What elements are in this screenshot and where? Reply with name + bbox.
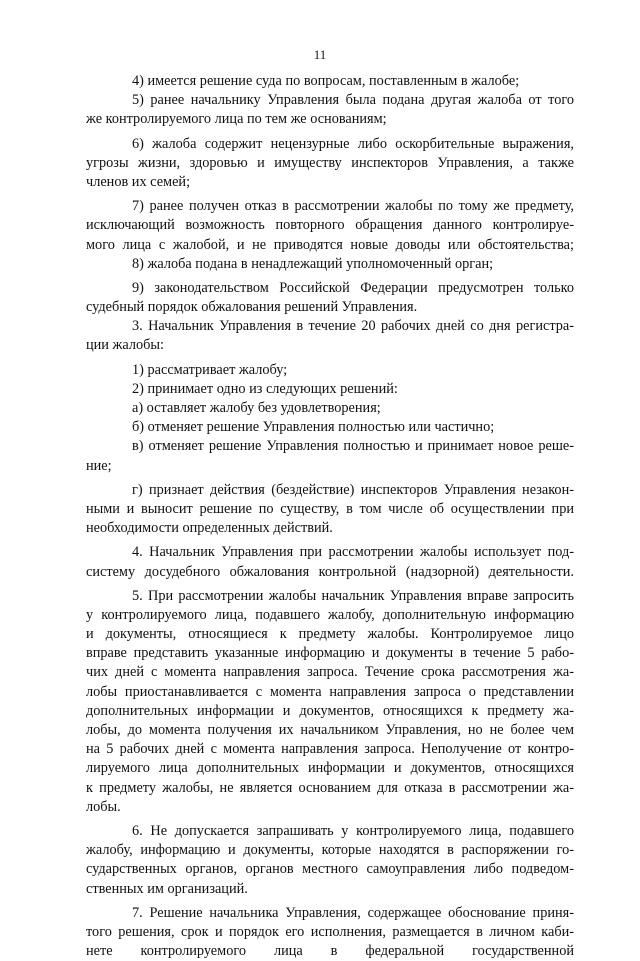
text-line: мого лица с жалобой, и не приводятся новые доводы или обстоятельства;	[86, 236, 574, 253]
text-line: ции жалобы:	[86, 337, 165, 354]
text-line: а) оставляет жалобу без удовлетворения;	[132, 400, 381, 416]
text-line: 4. Начальник Управления при рассмотрении жалобы использует под-	[132, 544, 574, 561]
text-line: 3. Начальник Управления в течение 20 рабочих дней со дня регистра-	[132, 318, 574, 335]
text-line: у контролируемого лица, подавшего жалобу, дополнительную информацию	[86, 606, 574, 623]
text-line: судебный порядок обжалования решений Управления.	[86, 299, 418, 316]
text-line: ными и выносит решение по существу, в том числе об осуществлении при	[86, 500, 574, 517]
text-line: вправе представить указанные информацию и документы в течение 5 рабо-	[86, 645, 574, 662]
text-line: ственных им организаций.	[86, 880, 248, 897]
text-line: чих дней с момента направления запроса. Течение срока рассмотрения жа-	[86, 664, 574, 681]
text-line: на 5 рабочих дней с момента направления запроса. Неполучение от контро-	[86, 741, 574, 758]
text-line: лобы, до момента получения их начальником Управления, но не более чем	[86, 722, 574, 738]
text-line: исключающий возможность повторного обращения данного контролируе-	[86, 217, 574, 234]
text-line: нете контролируемого лица в федеральной государственной	[86, 943, 574, 960]
text-line: дополнительных информации и документов, относящихся к предмету жа-	[86, 702, 574, 719]
page-number: 11	[313, 47, 327, 62]
text-line: лируемого лица дополнительных информации и документов, относящихся	[86, 760, 574, 777]
text-line: в) отменяет решение Управления полностью и принимает новое реше-	[132, 438, 574, 455]
text-line: 1) рассматривает жалобу;	[132, 361, 288, 378]
text-line: к предмету жалобы, не является основанием для отказа в рассмотрении жа-	[86, 779, 574, 796]
text-line: 5) ранее начальнику Управления была подана другая жалоба от того	[132, 92, 574, 109]
text-line: 4) имеется решение суда по вопросам, поставленным в жалобе;	[132, 73, 520, 89]
text-line: 8) жалоба подана в ненадлежащий уполномоченный орган;	[132, 255, 494, 272]
text-line: систему досудебного обжалования контрольной (надзорной) деятельности.	[86, 563, 574, 580]
text-line: членов их семей;	[86, 173, 191, 190]
text-line: угрозы жизни, здоровью и имуществу инспекторов Управления, а также	[86, 154, 574, 171]
text-line: б) отменяет решение Управления полностью или частично;	[132, 419, 495, 436]
document-body	[86, 72, 574, 961]
text-line: и документы, относящиеся к предмету жалобы. Контролируемое лицо	[86, 626, 574, 643]
text-line: 6. Не допускается запрашивать у контролируемого лица, подавшего	[132, 822, 574, 839]
text-line: сударственных органов, органов местного самоуправления либо подведом-	[86, 861, 574, 878]
text-line: 6) жалоба содержит нецензурные либо оскорбительные выражения,	[132, 135, 574, 152]
text-line: 5. При рассмотрении жалобы начальник Управления вправе запросить	[132, 587, 574, 604]
text-line: 9) законодательством Российской Федерации предусмотрен только	[132, 279, 574, 296]
text-line: 2) принимает одно из следующих решений:	[132, 380, 398, 397]
text-line: того решения, срок и порядок его исполнения, размещается в личном каби-	[86, 923, 574, 940]
text-line: ние;	[86, 457, 112, 474]
text-line: лобы приостанавливается с момента направления запроса о представлении	[86, 683, 574, 700]
text-line: 7. Решение начальника Управления, содержащее обоснование приня-	[132, 904, 574, 921]
text-line: г) признает действия (бездействие) инспекторов Управления незакон-	[132, 481, 574, 498]
text-line: жалобу, информацию и документы, которые находятся в распоряжении го-	[86, 842, 574, 859]
text-line: же контролируемого лица по тем же основаниям;	[86, 111, 387, 128]
text-line: 7) ранее получен отказ в рассмотрении жалобы по тому же предмету,	[132, 198, 574, 215]
text-line: необходимости определенных действий.	[86, 520, 333, 537]
text-line: лобы.	[86, 798, 121, 815]
